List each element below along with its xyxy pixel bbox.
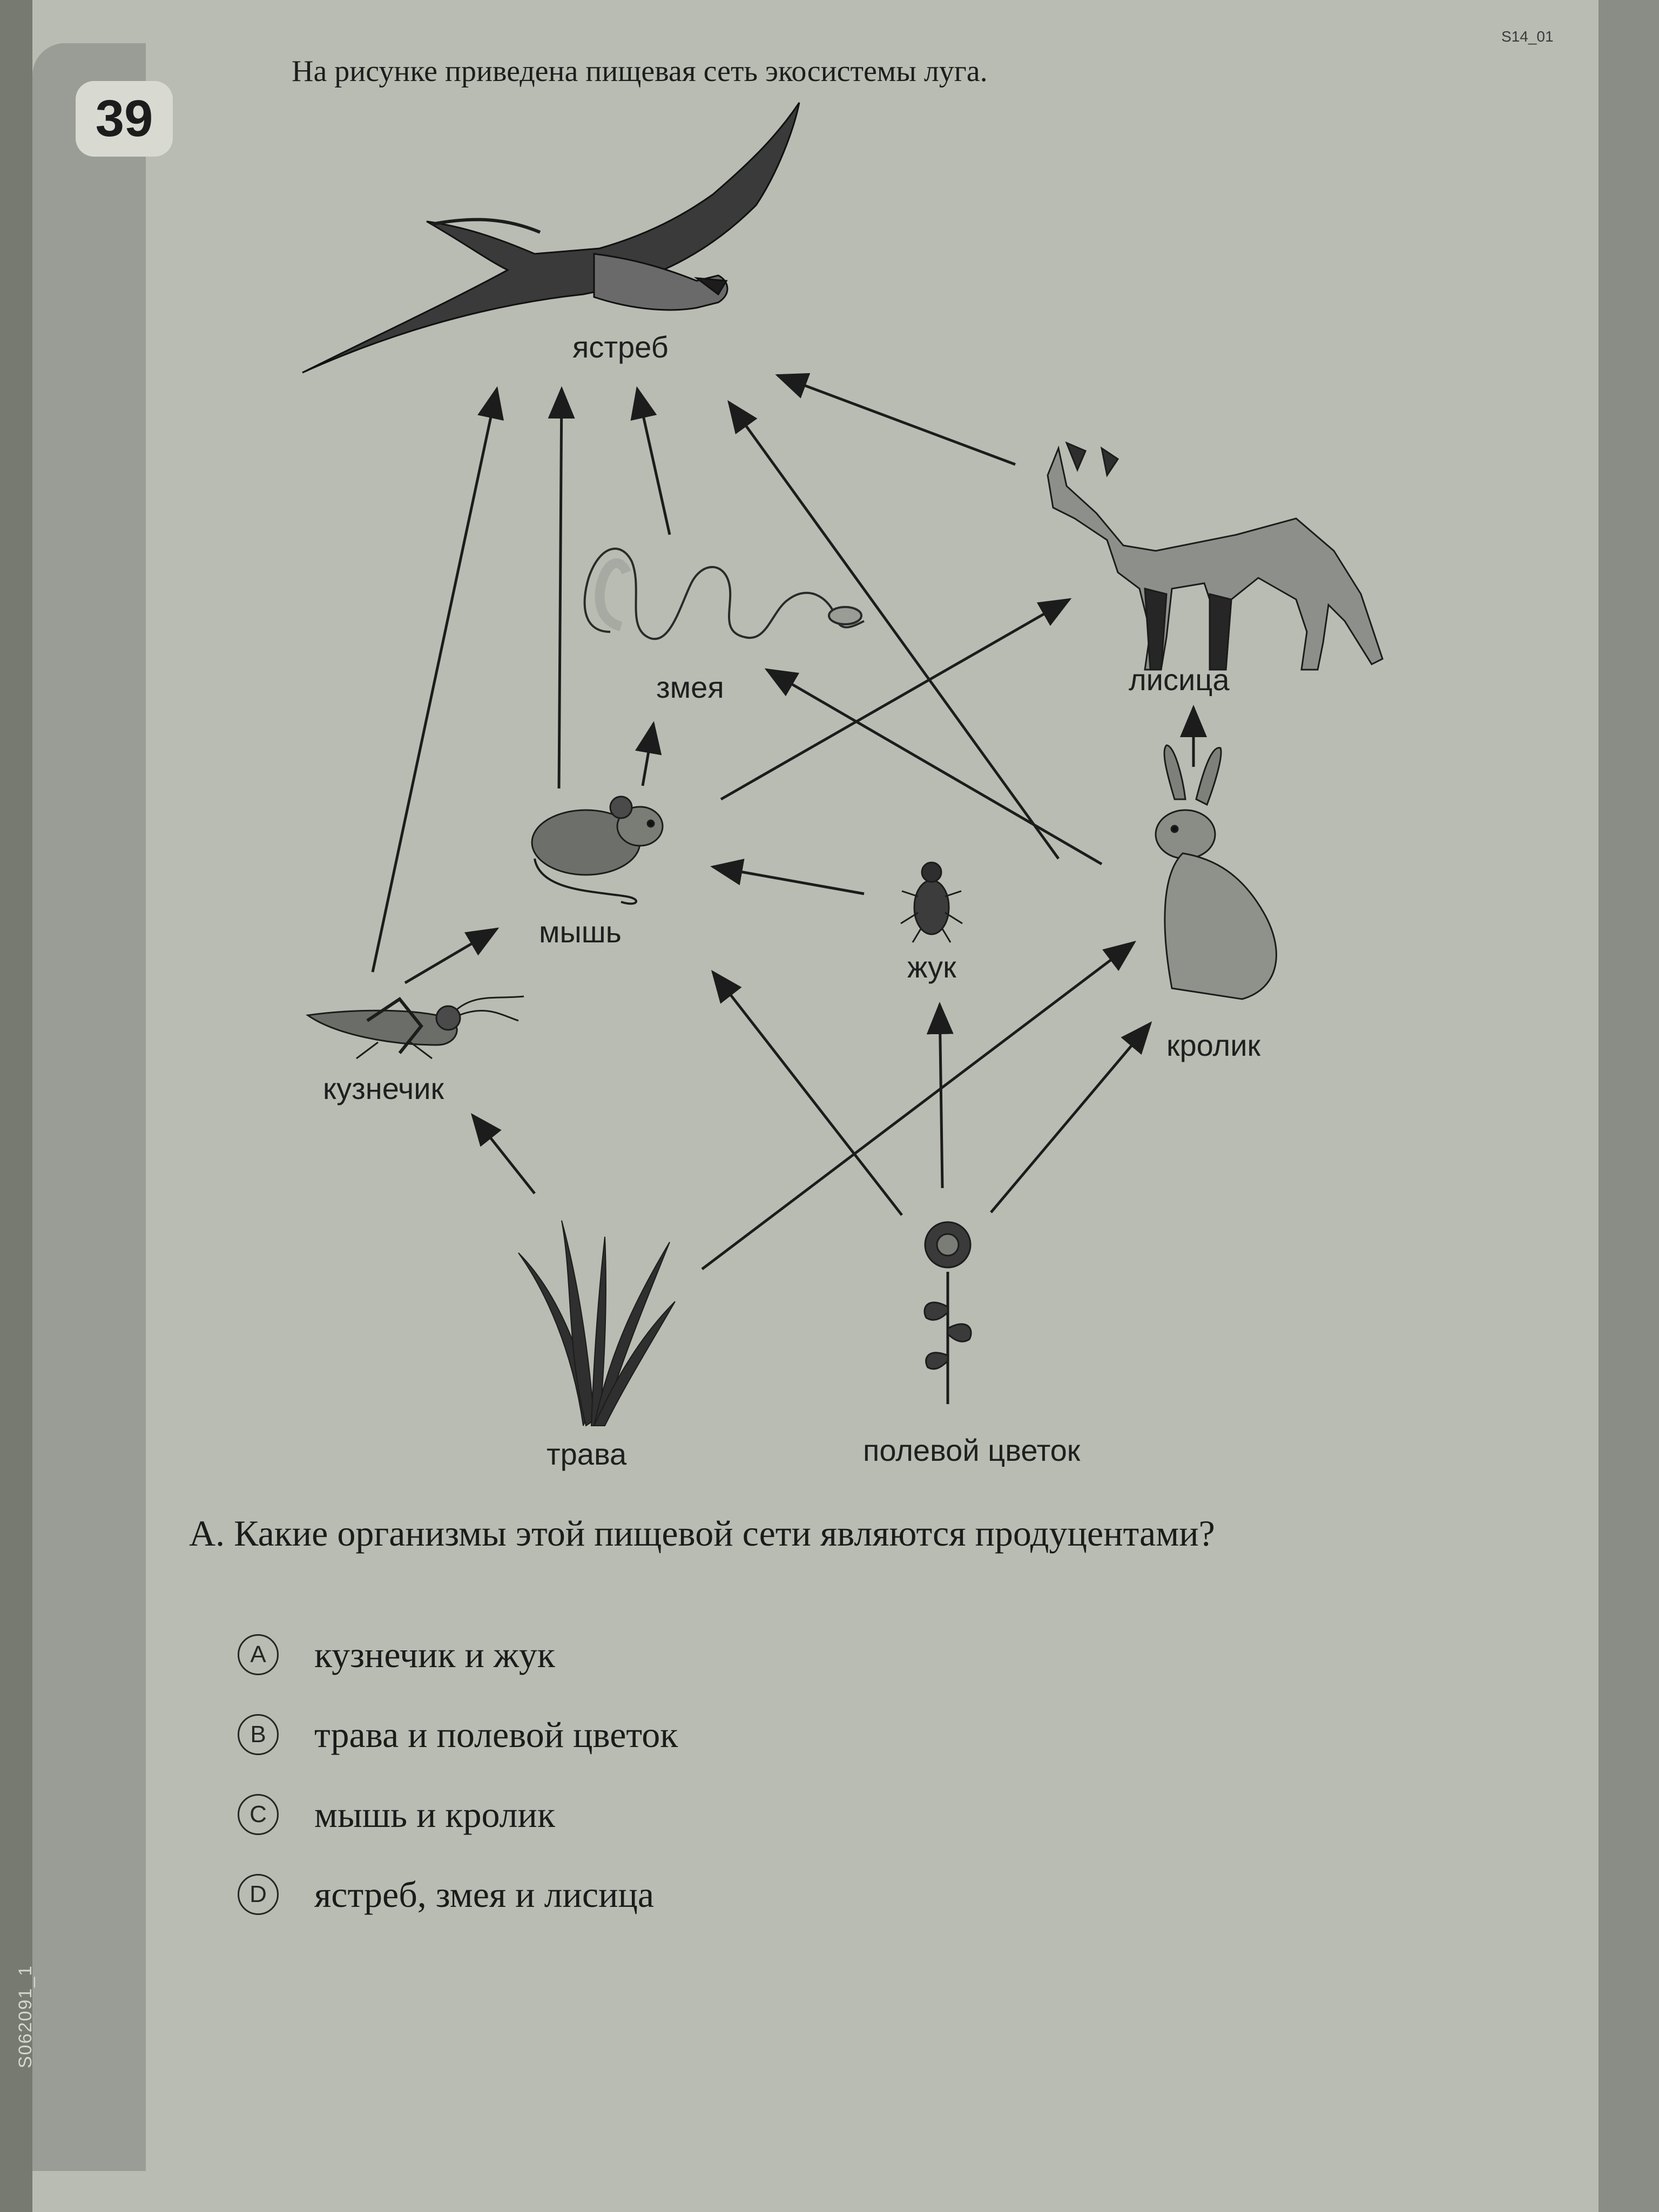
side-code: S062091_1	[15, 1965, 36, 2068]
option-b[interactable]	[238, 1695, 678, 1775]
arrow-rabbit-to-hawk	[729, 402, 1058, 859]
snake-icon	[585, 549, 864, 639]
label-beetle: жук	[907, 950, 956, 984]
label-grasshopper: кузнечик	[323, 1071, 444, 1105]
question-number: 39	[76, 81, 173, 157]
arrow-beetle-to-mouse	[713, 867, 864, 894]
arrow-flower-to-rabbit	[991, 1023, 1150, 1212]
label-hawk: ястреб	[572, 330, 669, 364]
arrow-grasshopper-to-mouse	[405, 929, 497, 983]
arrow-flower-to-beetle	[940, 1004, 942, 1188]
option-a[interactable]	[238, 1615, 678, 1695]
option-a-text: кузнечик и жук	[314, 1634, 555, 1675]
answer-options	[238, 1615, 678, 1934]
hawk-icon	[302, 103, 799, 373]
rabbit-icon	[1156, 745, 1276, 999]
arrow-snake-to-hawk	[637, 389, 670, 535]
option-b-circle[interactable]: B	[238, 1714, 279, 1755]
arrow-mouse-to-fox	[721, 599, 1069, 799]
label-snake: змея	[656, 670, 724, 704]
label-grass: трава	[547, 1437, 627, 1471]
label-mouse: мышь	[539, 915, 622, 949]
arrow-grasshopper-to-hawk	[373, 389, 497, 972]
option-c-circle[interactable]: C	[238, 1794, 279, 1835]
intro-text: На рисунке приведена пищевая сеть экосистемы луга.	[292, 55, 988, 88]
flower-icon	[925, 1222, 971, 1404]
option-d-circle[interactable]: D	[238, 1874, 279, 1915]
label-rabbit: кролик	[1166, 1028, 1261, 1062]
option-d-text: ястреб, змея и лисица	[314, 1873, 655, 1915]
arrow-grass-to-rabbit	[702, 942, 1134, 1269]
arrow-flower-to-mouse	[713, 972, 902, 1215]
option-a-circle[interactable]: A	[238, 1634, 279, 1675]
arrow-mouse-to-hawk	[559, 389, 562, 788]
arrow-rabbit-to-snake	[767, 670, 1102, 864]
page-code: S14_01	[1501, 28, 1554, 45]
option-c-text: мышь и кролик	[314, 1793, 555, 1835]
beetle-icon	[901, 862, 962, 942]
arrow-fox-to-hawk	[778, 375, 1015, 464]
grasshopper-icon	[308, 996, 524, 1058]
option-c[interactable]	[238, 1775, 678, 1854]
arrow-mouse-to-snake	[643, 724, 653, 786]
mouse-icon	[532, 797, 663, 903]
fox-icon	[1048, 443, 1382, 670]
arrow-grass-to-grasshopper	[473, 1115, 535, 1193]
label-flower: полевой цветок	[863, 1433, 1081, 1467]
option-b-text: трава и полевой цветок	[314, 1714, 678, 1755]
option-d[interactable]	[238, 1854, 678, 1934]
label-fox: лисица	[1129, 663, 1230, 697]
question-text: А. Какие организмы этой пищевой сети являются продуцентами?	[189, 1513, 1215, 1554]
grass-icon	[518, 1220, 675, 1426]
